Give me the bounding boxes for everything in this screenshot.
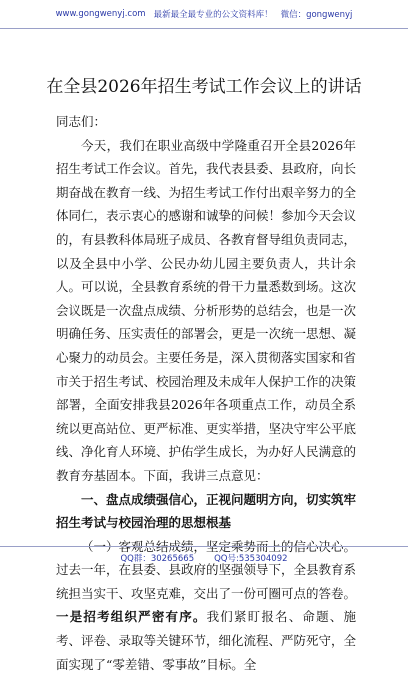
- document-body: [56, 110, 356, 676]
- paragraph-achievements-text: （一）客观总结成绩，坚定乘势而上的信心决心。过去一年，在县委、县政府的坚强领导下，全县教育系统担当实干、攻坚克难，交出了一份可圈可点的答卷。: [56, 538, 357, 601]
- salutation: 同志们：: [56, 114, 107, 129]
- section-heading-1: 一、盘点成绩强信心，正视问题明方向，切实筑牢招生考试与校园治理的思想根基: [56, 491, 357, 531]
- page-footer: [0, 546, 408, 569]
- header-wechat: 微信：gongwenyj: [280, 10, 353, 20]
- header-site-link[interactable]: www.gongwenyj.com: [55, 9, 146, 19]
- header-slogan: 最新最全最专业的公文资料库！: [153, 10, 273, 20]
- paragraph-achievements-tail: 我们紧盯报名、命题、施考、评卷、录取等关键环节，细化流程、严防死守，全面实现了“零差错、零事故”目标。全: [56, 609, 357, 672]
- footer-qq: QQ号:535304092: [214, 554, 288, 564]
- page-header: [0, 0, 408, 29]
- document-title: 在全县2026年招生考试工作会议上的讲话: [46, 77, 362, 97]
- footer-qq-group: QQ群：30265665: [120, 554, 195, 564]
- paragraph-achievements-bold: 一是招考组织严密有序。: [56, 609, 207, 625]
- paragraph-opening: 今天，我们在职业高级中学隆重召开全县2026年招生考试工作会议。首先，我代表县委、县政府，向长期奋战在教育一线、为招生考试工作付出艰辛努力的全体同仁，表示衷心的感谢和诚挚的问候！参加今天会议的，有县教科体局班子成员、各教育督导组负责同志，以及全县中小学、公民办幼儿园主要负责人，共计余人。可以说，全县教育系统的骨干力量悉数到场。这次会议既是一次盘点成绩、分析形势的总结会，也是一次明确任务、压实责任的部署会，更是一次统一思想、凝心聚力的动员会。主要任务是，深入贯彻落实国家和省市关于招生考试、校园治理及未成年人保护工作的决策部署，全面安排我县2026年各项重点工作，动员全系统以更高站位、更严标准、更实举措，坚决守牢公平底线、净化育人环境、护佑学生成长，为办好人民满意的教育夯基固本。下面，我讲三点意见：: [56, 137, 357, 483]
